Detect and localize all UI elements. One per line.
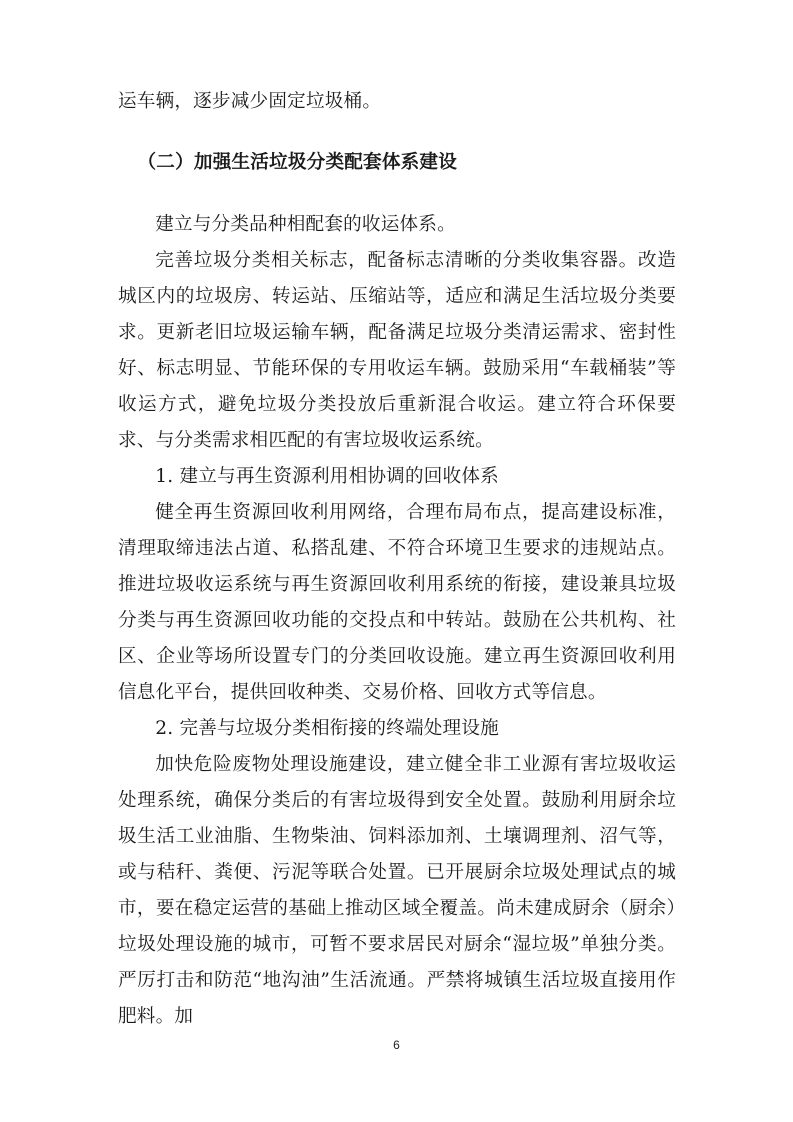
subheading: 2. 完善与垃圾分类相衔接的终端处理设施: [155, 718, 499, 739]
paragraph: 建立与分类品种相配套的收运体系。: [155, 214, 456, 235]
paragraph: 加快危险废物处理设施建设，建立健全非工业源有害垃圾收运处理系统，确保分类后的有害垃圾得到安全处置。鼓励利用厨余垃圾生活工业油脂、生物柴油、饲料添加剂、土壤调理剂、沼气等，或与秸秆、粪便、污泥等联合处置。已开展厨余垃圾处理试点的城市，要在稳定运营的基础上推动区域全覆盖。尚未建成厨余（厨余）垃圾处理设施的城市，可暂不要求居民对厨余“湿垃圾”单独分类。严厉打击和防范“地沟油”生活流通。严禁将城镇生活垃圾直接用作肥料。加: [118, 754, 676, 1027]
document-body: [118, 84, 676, 1035]
paragraph: 完善垃圾分类相关标志，配备标志清晰的分类收集容器。改造城区内的垃圾房、转运站、压缩站等，适应和满足生活垃圾分类要求。更新老旧垃圾运输车辆，配备满足垃圾分类清运需求、密封性好、标志明显、节能环保的专用收运车辆。鼓励采用“车载桶装”等收运方式，避免垃圾分类投放后重新混合收运。建立符合环保要求、与分类需求相匹配的有害垃圾收运系统。: [118, 250, 676, 451]
section-heading: （二）加强生活垃圾分类配套体系建设: [137, 152, 458, 173]
subheading: 1. 建立与再生资源利用相协调的回收体系: [155, 466, 499, 487]
paragraph: 健全再生资源回收利用网络，合理布局布点，提高建设标准，清理取缔违法占道、私搭乱建、不符合环境卫生要求的违规站点。推进垃圾收运系统与再生资源回收利用系统的衔接，建设兼具垃圾分类与再生资源回收功能的交投点和中转站。鼓励在公共机构、社区、企业等场所设置专门的分类回收设施。建立再生资源回收利用信息化平台，提供回收种类、交易价格、回收方式等信息。: [118, 502, 676, 703]
page-number: 6: [393, 1038, 400, 1052]
continuation-paragraph: 运车辆，逐步减少固定垃圾桶。: [118, 91, 382, 112]
